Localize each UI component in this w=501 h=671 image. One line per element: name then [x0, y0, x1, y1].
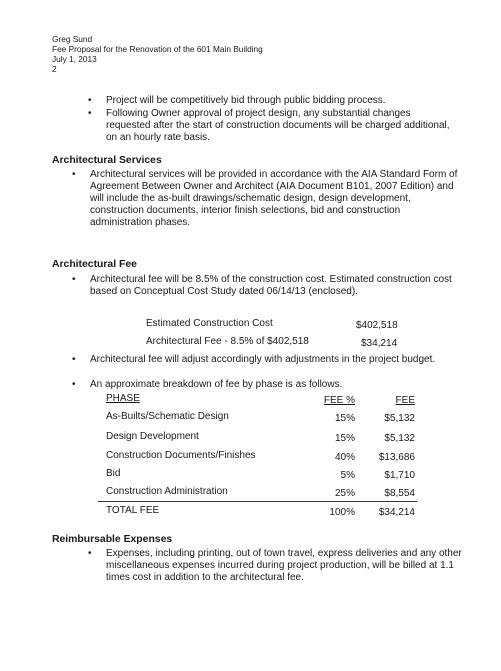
phase-cell: Construction Administration: [106, 486, 228, 497]
bullet-icon: •: [72, 354, 76, 365]
fee-cell: $5,132: [384, 433, 415, 444]
bullet-item: [72, 169, 463, 229]
total-divider: [98, 501, 417, 502]
document-title: Fee Proposal for the Renovation of the 601 Main Building: [52, 44, 263, 54]
cost-value: $402,518: [356, 320, 398, 331]
bullet-item: [72, 379, 460, 391]
total-fee: $34,214: [378, 507, 415, 518]
bullet-text: Architectural services will be provided in accordance with the AIA Standard Form of Agreement Between Owner and Architect (AIA Document B101, 2007 Edition) and will include the as-built drawings/schematic design, design development, construction documents, interior finish selections, bid and construction administration phases.: [90, 169, 458, 228]
page-number: 2: [52, 64, 57, 74]
author-name: Greg Sund: [52, 34, 93, 44]
bullet-icon: •: [72, 274, 76, 285]
bullet-text: Following Owner approval of project design, any substantial changes requested after the start of construction documents will be charged additional, on an hourly rate basis.: [106, 108, 450, 143]
cost-label: Estimated Construction Cost: [146, 318, 273, 329]
bullet-item: [88, 548, 468, 584]
percent-cell: 15%: [334, 413, 355, 424]
percent-cell: 25%: [334, 488, 355, 499]
fee-cell: $13,686: [378, 452, 415, 463]
bullet-icon: •: [72, 169, 76, 180]
phase-cell: Construction Documents/Finishes: [106, 450, 256, 461]
fee-cell: $1,710: [384, 470, 415, 481]
page-header: [52, 34, 263, 74]
fee-value: $34,214: [361, 338, 398, 349]
bullet-item: [88, 95, 451, 107]
table-header-fee: FEE: [395, 395, 415, 406]
fee-cell: $8,554: [384, 488, 415, 499]
bullet-item: [72, 354, 460, 366]
phase-cell: Design Development: [106, 431, 199, 442]
section-heading-reimbursable: Reimbursable Expenses: [52, 534, 173, 545]
section-heading-fee: Architectural Fee: [52, 259, 137, 270]
table-header-phase: PHASE: [106, 393, 140, 404]
bullet-item: [72, 274, 452, 298]
bullet-text: Project will be competitively bid through public bidding process.: [106, 95, 386, 106]
total-label: TOTAL FEE: [106, 505, 160, 516]
percent-cell: 40%: [334, 452, 355, 463]
fee-label: Architectural Fee - 8.5% of $402,518: [146, 336, 309, 347]
section-heading-services: Architectural Services: [52, 155, 162, 166]
percent-cell: 15%: [334, 433, 355, 444]
percent-cell: 5%: [340, 470, 355, 481]
bullet-text: Architectural fee will adjust accordingly with adjustments in the project budget.: [90, 354, 436, 365]
bullet-icon: •: [88, 548, 92, 559]
fee-cell: $5,132: [384, 413, 415, 424]
total-percent: 100%: [329, 507, 355, 518]
document-date: July 1, 2013: [52, 54, 97, 64]
bullet-text: An approximate breakdown of fee by phase is as follows.: [90, 379, 343, 390]
bullet-item: [88, 108, 451, 144]
phase-cell: Bid: [106, 468, 121, 479]
bullet-text: Architectural fee will be 8.5% of the construction cost. Estimated construction cost based on Conceptual Cost Study dated 06/14/13 (enclosed).: [90, 274, 452, 297]
table-header-fee-percent: FEE %: [323, 395, 355, 406]
bullet-icon: •: [72, 379, 76, 390]
bullet-icon: •: [88, 95, 92, 106]
bullet-icon: •: [88, 108, 92, 119]
phase-cell: As-Builts/Schematic Design: [106, 411, 229, 422]
bullet-text: Expenses, including printing, out of town travel, express deliveries and any other miscellaneous expenses incurred during project production, will be billed at 1.1 times cost in addition to the architectural fee.: [106, 548, 462, 583]
